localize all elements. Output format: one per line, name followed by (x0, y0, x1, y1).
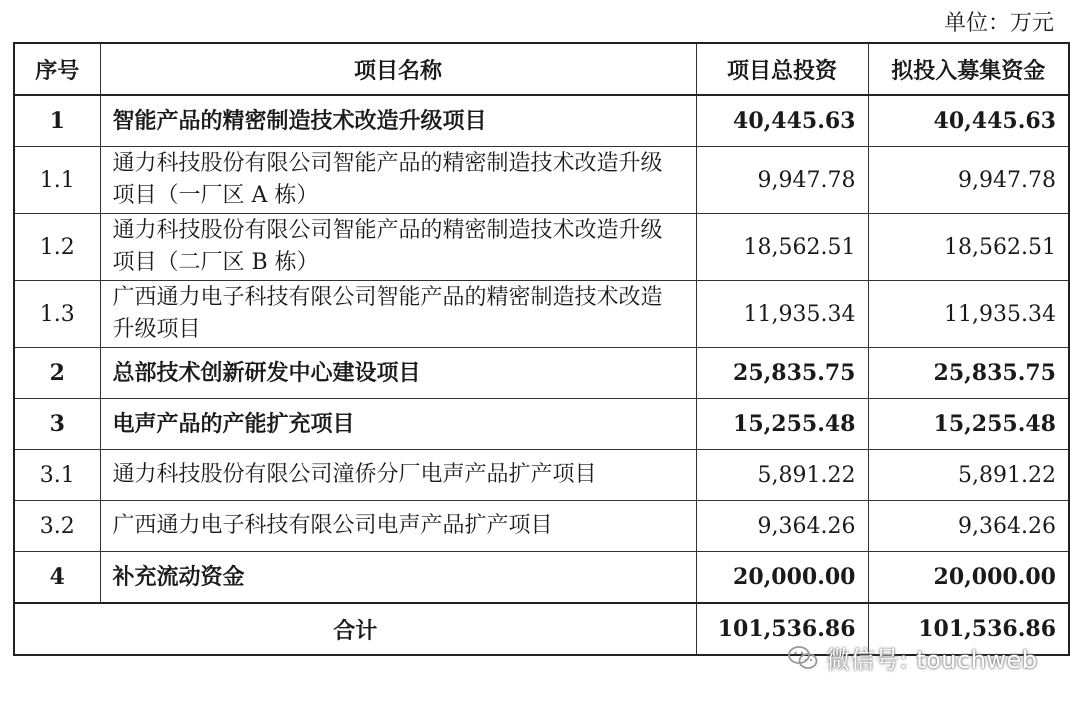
row-raise: 5,891.22 (868, 450, 1069, 501)
row-no: 4 (14, 552, 100, 604)
total-label: 合计 (14, 603, 696, 655)
table-row (14, 450, 1069, 501)
row-name: 广西通力电子科技有限公司智能产品的精密制造技术改造升级项目 (100, 281, 696, 348)
row-raise: 18,562.51 (868, 214, 1069, 281)
row-name: 电声产品的产能扩充项目 (100, 399, 696, 450)
header-total: 项目总投资 (696, 43, 868, 95)
row-no: 3 (14, 399, 100, 450)
header-no: 序号 (14, 43, 100, 95)
row-total: 5,891.22 (696, 450, 868, 501)
row-no: 1.2 (14, 214, 100, 281)
row-name: 广西通力电子科技有限公司电声产品扩产项目 (100, 501, 696, 552)
row-name: 智能产品的精密制造技术改造升级项目 (100, 95, 696, 147)
row-no: 1 (14, 95, 100, 147)
header-raise: 拟投入募集资金 (868, 43, 1069, 95)
row-raise: 40,445.63 (868, 95, 1069, 147)
row-no: 2 (14, 348, 100, 399)
unit-label: 单位：万元 (943, 11, 1054, 36)
row-total: 18,562.51 (696, 214, 868, 281)
table-row (14, 552, 1069, 604)
row-raise: 9,364.26 (868, 501, 1069, 552)
row-name: 通力科技股份有限公司潼侨分厂电声产品扩产项目 (100, 450, 696, 501)
row-name: 通力科技股份有限公司智能产品的精密制造技术改造升级项目（一厂区 A 栋） (100, 147, 696, 214)
row-no: 1.1 (14, 147, 100, 214)
watermark-text: 微信号: touchweb (826, 646, 1038, 674)
investment-table (13, 42, 1070, 656)
wechat-watermark (788, 640, 1038, 675)
row-total: 15,255.48 (696, 399, 868, 450)
row-total: 40,445.63 (696, 95, 868, 147)
wechat-icon (788, 645, 818, 671)
table-row (14, 147, 1069, 214)
row-raise: 9,947.78 (868, 147, 1069, 214)
row-no: 3.2 (14, 501, 100, 552)
table-header-row (14, 43, 1069, 95)
row-raise: 11,935.34 (868, 281, 1069, 348)
row-raise: 25,835.75 (868, 348, 1069, 399)
table-row (14, 399, 1069, 450)
total-sum: 101,536.86 (696, 603, 868, 655)
table-row (14, 501, 1069, 552)
row-no: 3.1 (14, 450, 100, 501)
row-raise: 20,000.00 (868, 552, 1069, 604)
row-total: 20,000.00 (696, 552, 868, 604)
table-row (14, 214, 1069, 281)
row-name: 通力科技股份有限公司智能产品的精密制造技术改造升级项目（二厂区 B 栋） (100, 214, 696, 281)
row-raise: 15,255.48 (868, 399, 1069, 450)
table-row (14, 348, 1069, 399)
row-total: 11,935.34 (696, 281, 868, 348)
row-no: 1.3 (14, 281, 100, 348)
row-name: 补充流动资金 (100, 552, 696, 604)
row-name: 总部技术创新研发中心建设项目 (100, 348, 696, 399)
row-total: 9,947.78 (696, 147, 868, 214)
total-raise: 101,536.86 (868, 603, 1069, 655)
table-row (14, 281, 1069, 348)
header-name: 项目名称 (100, 43, 696, 95)
table-row (14, 95, 1069, 147)
row-total: 25,835.75 (696, 348, 868, 399)
row-total: 9,364.26 (696, 501, 868, 552)
